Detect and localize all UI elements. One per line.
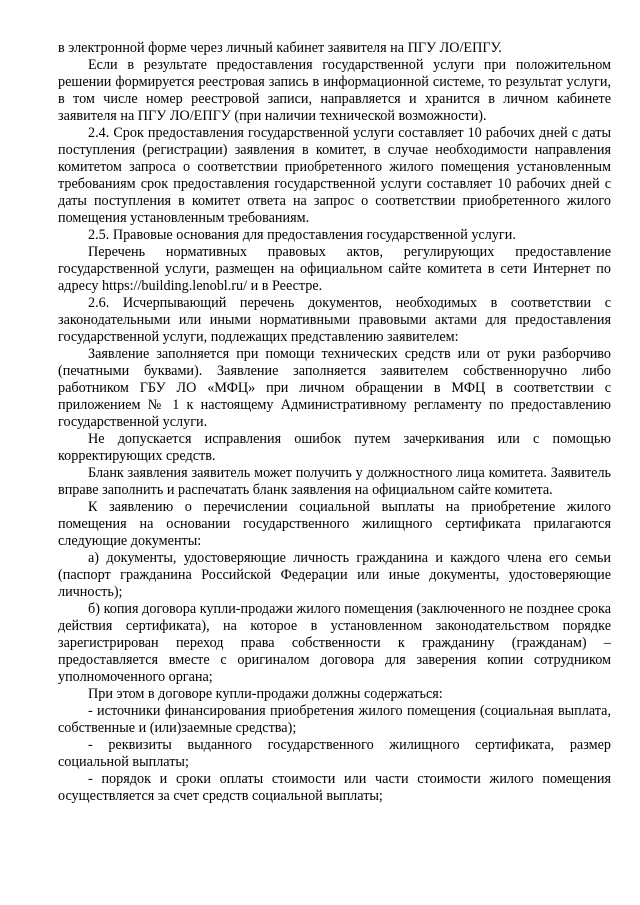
paragraph: 2.4. Срок предоставления государственной услуги составляет 10 рабочих дней с даты поступления (регистрации) заявления в комитет, в случае необходимости направления комитетом запроса о соответствии приобретенного жилого помещения установленным требованиям срок предоставления государственной услуги составляет 10 рабочих дней с даты поступления в комитет ответа на запрос о соответствии приобретенного жилого помещения установленным требованиям. (58, 125, 611, 226)
paragraph: а) документы, удостоверяющие личность гражданина и каждого члена его семьи (паспорт гражданина Российской Федерации или иные документы, удостоверяющие личность); (58, 550, 611, 600)
paragraph: б) копия договора купли-продажи жилого помещения (заключенного не позднее срока действия сертификата), на которое в установленном законодательством порядке зарегистрирован переход права собственности к гражданину (гражданам) – предоставляется вместе с оригиналом договора для заверения копии сотрудником уполномоченного органа; (58, 601, 611, 685)
paragraph: в электронной форме через личный кабинет заявителя на ПГУ ЛО/ЕПГУ. (58, 40, 502, 56)
document-body (58, 40, 611, 805)
paragraph: Не допускается исправления ошибок путем зачеркивания или с помощью корректирующих средств. (58, 431, 611, 464)
paragraph: Бланк заявления заявитель может получить у должностного лица комитета. Заявитель вправе заполнить и распечатать бланк заявления на официальном сайте комитета. (58, 465, 611, 498)
paragraph: Если в результате предоставления государственной услуги при положительном решении формируется реестровая запись в информационной системе, то результат услуги, в том числе номер реестровой записи, направляется и хранится в личном кабинете заявителя на ПГУ ЛО/ЕПГУ (при наличии технической возможности). (58, 57, 611, 124)
paragraph: 2.6. Исчерпывающий перечень документов, необходимых в соответствии с законодательными или иными нормативными правовыми актами для предоставления государственной услуги, подлежащих представлению заявителем: (58, 295, 611, 345)
paragraph: Заявление заполняется при помощи технических средств или от руки разборчиво (печатными буквами). Заявление заполняется заявителем собственноручно либо работником ГБУ ЛО «МФЦ» при личном обращении в МФЦ в соответствии с приложением № 1 к настоящему Административному регламенту по предоставлению государственной услуги. (58, 346, 611, 430)
paragraph: - источники финансирования приобретения жилого помещения (социальная выплата, собственные и (или)заемные средства); (58, 703, 611, 736)
paragraph: 2.5. Правовые основания для предоставления государственной услуги. (88, 227, 516, 243)
paragraph: - порядок и сроки оплаты стоимости или части стоимости жилого помещения осуществляется за счет средств социальной выплаты; (58, 771, 611, 804)
paragraph: При этом в договоре купли-продажи должны содержаться: (88, 686, 443, 702)
paragraph: Перечень нормативных правовых актов, регулирующих предоставление государственной услуги, размещен на официальном сайте комитета в сети Интернет по адресу https://building.lenobl.ru/ и в Реестре. (58, 244, 611, 294)
paragraph: - реквизиты выданного государственного жилищного сертификата, размер социальной выплаты; (58, 737, 611, 770)
paragraph: К заявлению о перечислении социальной выплаты на приобретение жилого помещения на основании государственного жилищного сертификата прилагаются следующие документы: (58, 499, 611, 549)
